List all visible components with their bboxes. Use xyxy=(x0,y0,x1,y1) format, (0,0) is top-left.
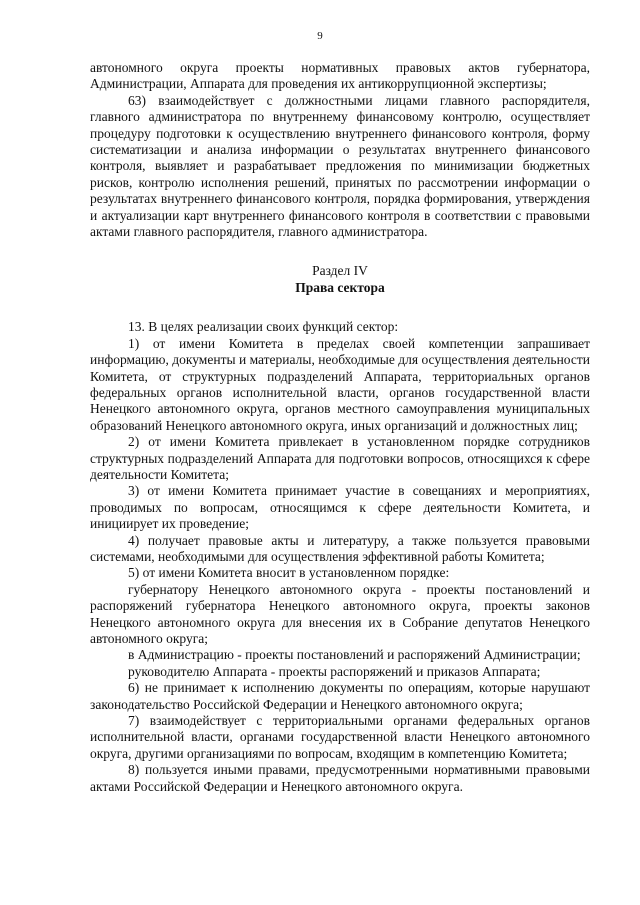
intro-continuation: автономного округа проекты нормативных правовых актов губернатора, Администрации, Аппарата для проведения их антикоррупционной экспертизы; xyxy=(90,60,590,92)
paragraph-item-4: 4) получает правовые акты и литературу, а также пользуется правовыми системами, необходимыми для осуществления эффективной работы Комитета; xyxy=(90,532,590,564)
paragraph-13: 13. В целях реализации своих функций сектор: xyxy=(128,319,399,335)
paragraph-item-1: 1) от имени Комитета в пределах своей компетенции запрашивает информацию, документы и материалы, необходимые для осуществления деятельности Комитета, от структурных подразделений Аппарата, территориальных органов федеральных органов исполнительной власти, органов государственной власти Ненецкого автономного округа, органов местного самоуправления муниципальных образований Ненецкого автономного округа, иных организаций и должностных лиц; xyxy=(90,335,590,433)
paragraph-item-6: 6) не принимает к исполнению документы по операциям, которые нарушают законодательство Российской Федерации и Ненецкого автономного округа; xyxy=(90,680,590,712)
paragraph-item-5-apparatus: руководителю Аппарата - проекты распоряжений и приказов Аппарата; xyxy=(128,663,541,679)
section-title: Права сектора xyxy=(295,279,385,295)
paragraph-item-5: 5) от имени Комитета вносит в установленном порядке: xyxy=(128,565,450,581)
paragraph-item-2: 2) от имени Комитета привлекает в установленном порядке сотрудников структурных подразделений Аппарата для подготовки вопросов, относящихся к сфере деятельности Комитета; xyxy=(90,434,590,482)
paragraph-item-3: 3) от имени Комитета принимает участие в совещаниях и мероприятиях, проводимых по вопросам, относящимся к сфере деятельности Комитета, и инициирует их проведение; xyxy=(90,483,590,532)
section-number: Раздел IV xyxy=(312,263,368,279)
paragraph-item-7: 7) взаимодействует с территориальными органами федеральных органов исполнительной власти, органами государственной власти Ненецкого автономного округа, другими организациями по вопросам, входящим в компетенцию Комитета; xyxy=(90,713,590,761)
paragraph-item-5-administration: в Администрацию - проекты постановлений и распоряжений Администрации; xyxy=(128,647,581,663)
paragraph-item-8: 8) пользуется иными правами, предусмотренными нормативными правовыми актами Российской Федерации и Ненецкого автономного округа. xyxy=(90,762,590,794)
document-body xyxy=(90,60,590,795)
page-number: 9 xyxy=(317,30,323,42)
item-63: 63) взаимодействует с должностными лицами главного распорядителя, главного администратора по внутреннему финансовому контролю, осуществляет процедуру подготовки к осуществлению внутреннего финансового контроля, форму систематизации и анализа информации о результатах внутреннего финансового контроля, выявляет и разрабатывает предложения по минимизации бюджетных рисков, контролю исполнения решений, принятых по рассмотрении информации о результатах внутреннего финансового контроля, порядка формирования, утверждения и актуализации карт внутреннего финансового контроля в соответствии с правовыми актами главного распорядителя, главного администратора. xyxy=(90,92,590,240)
paragraph-item-5-governor: губернатору Ненецкого автономного округа - проекты постановлений и распоряжений губернатора Ненецкого автономного округа, проекты законов Ненецкого автономного округа для внесения их в Собрание депутатов Ненецкого автономного округа; xyxy=(90,581,590,646)
